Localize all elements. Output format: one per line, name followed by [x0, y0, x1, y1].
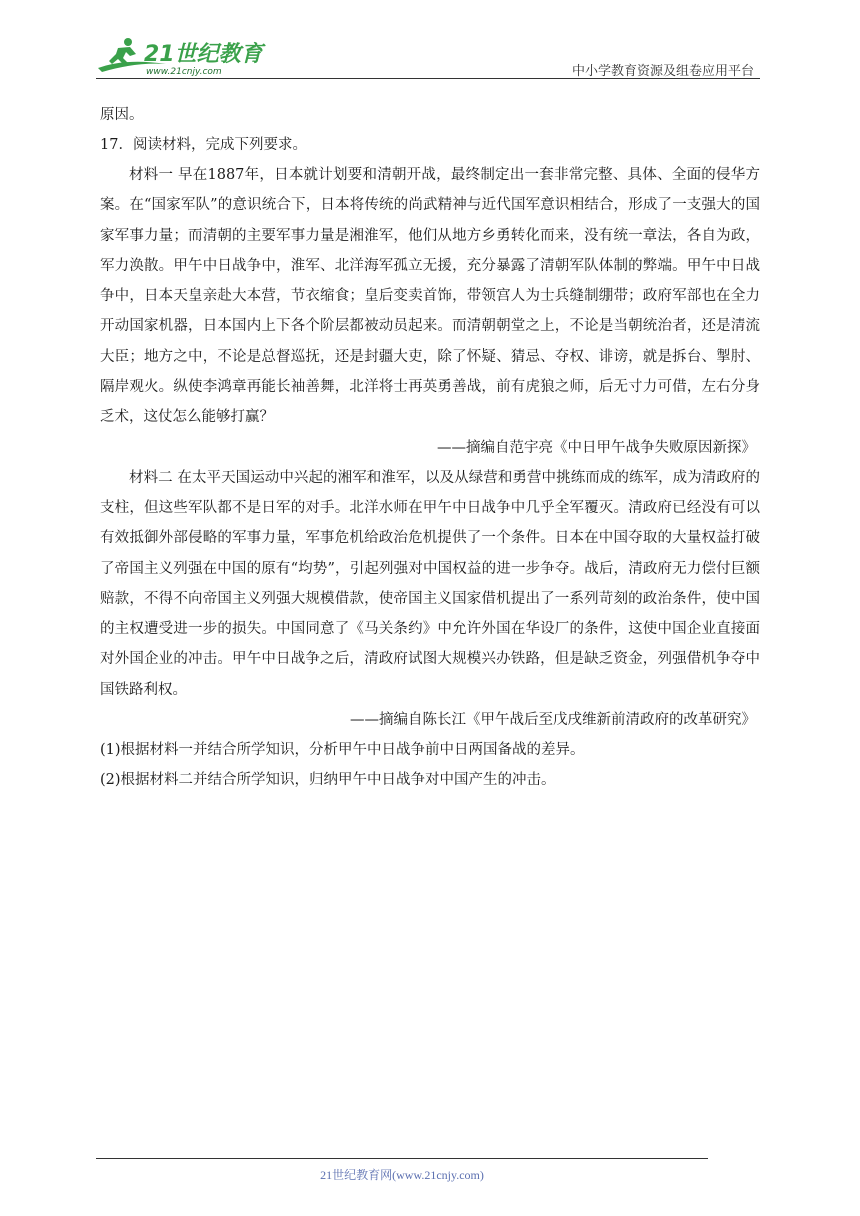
material-two: 材料二 在太平天国运动中兴起的湘军和淮军，以及从绿营和勇营中挑练而成的练军，成为清政府的支柱，但这些军队都不是日军的对手。北洋水师在甲午中日战争中几乎全军覆灭。清政府已经没有可以有效抵御外部侵略的军事力量，军事危机给政治危机提供了一个条件。日本在中国夺取的大量权益打破了帝国主义列强在中国的原有“均势”，引起列强对中国权益的进一步争夺。战后，清政府无力偿付巨额赔款，不得不向帝国主义列强大规模借款，使帝国主义国家借机提出了一系列苛刻的政治条件，使中国的主权遭受进一步的损失。中国同意了《马关条约》中允许外国在华设厂的条件，这使中国企业直接面对外国企业的冲击。甲午中日战争之后，清政府试图大规模兴办铁路，但是缺乏资金，列强借机争夺中国铁路利权。: [100, 469, 760, 698]
footer-link[interactable]: 21世纪教育网(www.21cnjy.com): [320, 1168, 484, 1182]
sub-question-1: (1)根据材料一并结合所学知识，分析甲午中日战争前中日两国备战的差异。: [100, 742, 585, 759]
site-logo[interactable]: [96, 34, 266, 78]
runner-logo-icon: [96, 34, 266, 78]
question-title: 17．阅读材料，完成下列要求。: [100, 137, 307, 153]
platform-name: 中小学教育资源及组卷应用平台: [571, 64, 754, 79]
material-one: 材料一 早在1887年，日本就计划要和清朝开战，最终制定出一套非常完整、具体、全面的侵华方案。在“国家军队”的意识统合下，日本将传统的尚武精神与近代国军意识相结合，形成了一支强大的国家军事力量；而清朝的主要军事力量是湘淮军，他们从地方乡勇转化而来，没有统一章法，各自为政，军力涣散。甲午中日战争中，淮军、北洋海军孤立无援，充分暴露了清朝军队体制的弊端。甲午中日战争中，日本天皇亲赴大本营，节衣缩食；皇后变卖首饰，带领宫人为士兵缝制绷带；政府军部也在全力开动国家机器，日本国内上下各个阶层都被动员起来。而清朝朝堂之上，不论是当朝统治者，还是清流大臣；地方之中，不论是总督巡抚，还是封疆大吏，除了怀疑、猜忌、夺权、诽谤，就是拆台、掣肘、隔岸观火。纵使李鸿章再能长袖善舞，北洋将士再英勇善战，前有虎狼之师，后无寸力可借，左右分身乏术，这仗怎么能够打赢？: [100, 167, 760, 426]
question-content: [100, 100, 760, 795]
page-header: [96, 26, 760, 82]
header-divider: [96, 78, 760, 79]
svg-text:21世纪教育: 21世纪教育: [144, 42, 263, 67]
material-two-source: ——摘编自陈长江《甲午战后至戊戌维新前清政府的改革研究》: [350, 712, 756, 729]
footer-divider: [96, 1158, 708, 1159]
sub-question-2: (2)根据材料二并结合所学知识，归纳甲午中日战争对中国产生的冲击。: [100, 772, 556, 789]
material-one-source: ——摘编自范宇亮《中日甲午战争失败原因新探》: [437, 439, 756, 456]
previous-question-tail: 原因。: [100, 107, 144, 123]
svg-text:www.21cnjy.com: www.21cnjy.com: [146, 67, 222, 77]
